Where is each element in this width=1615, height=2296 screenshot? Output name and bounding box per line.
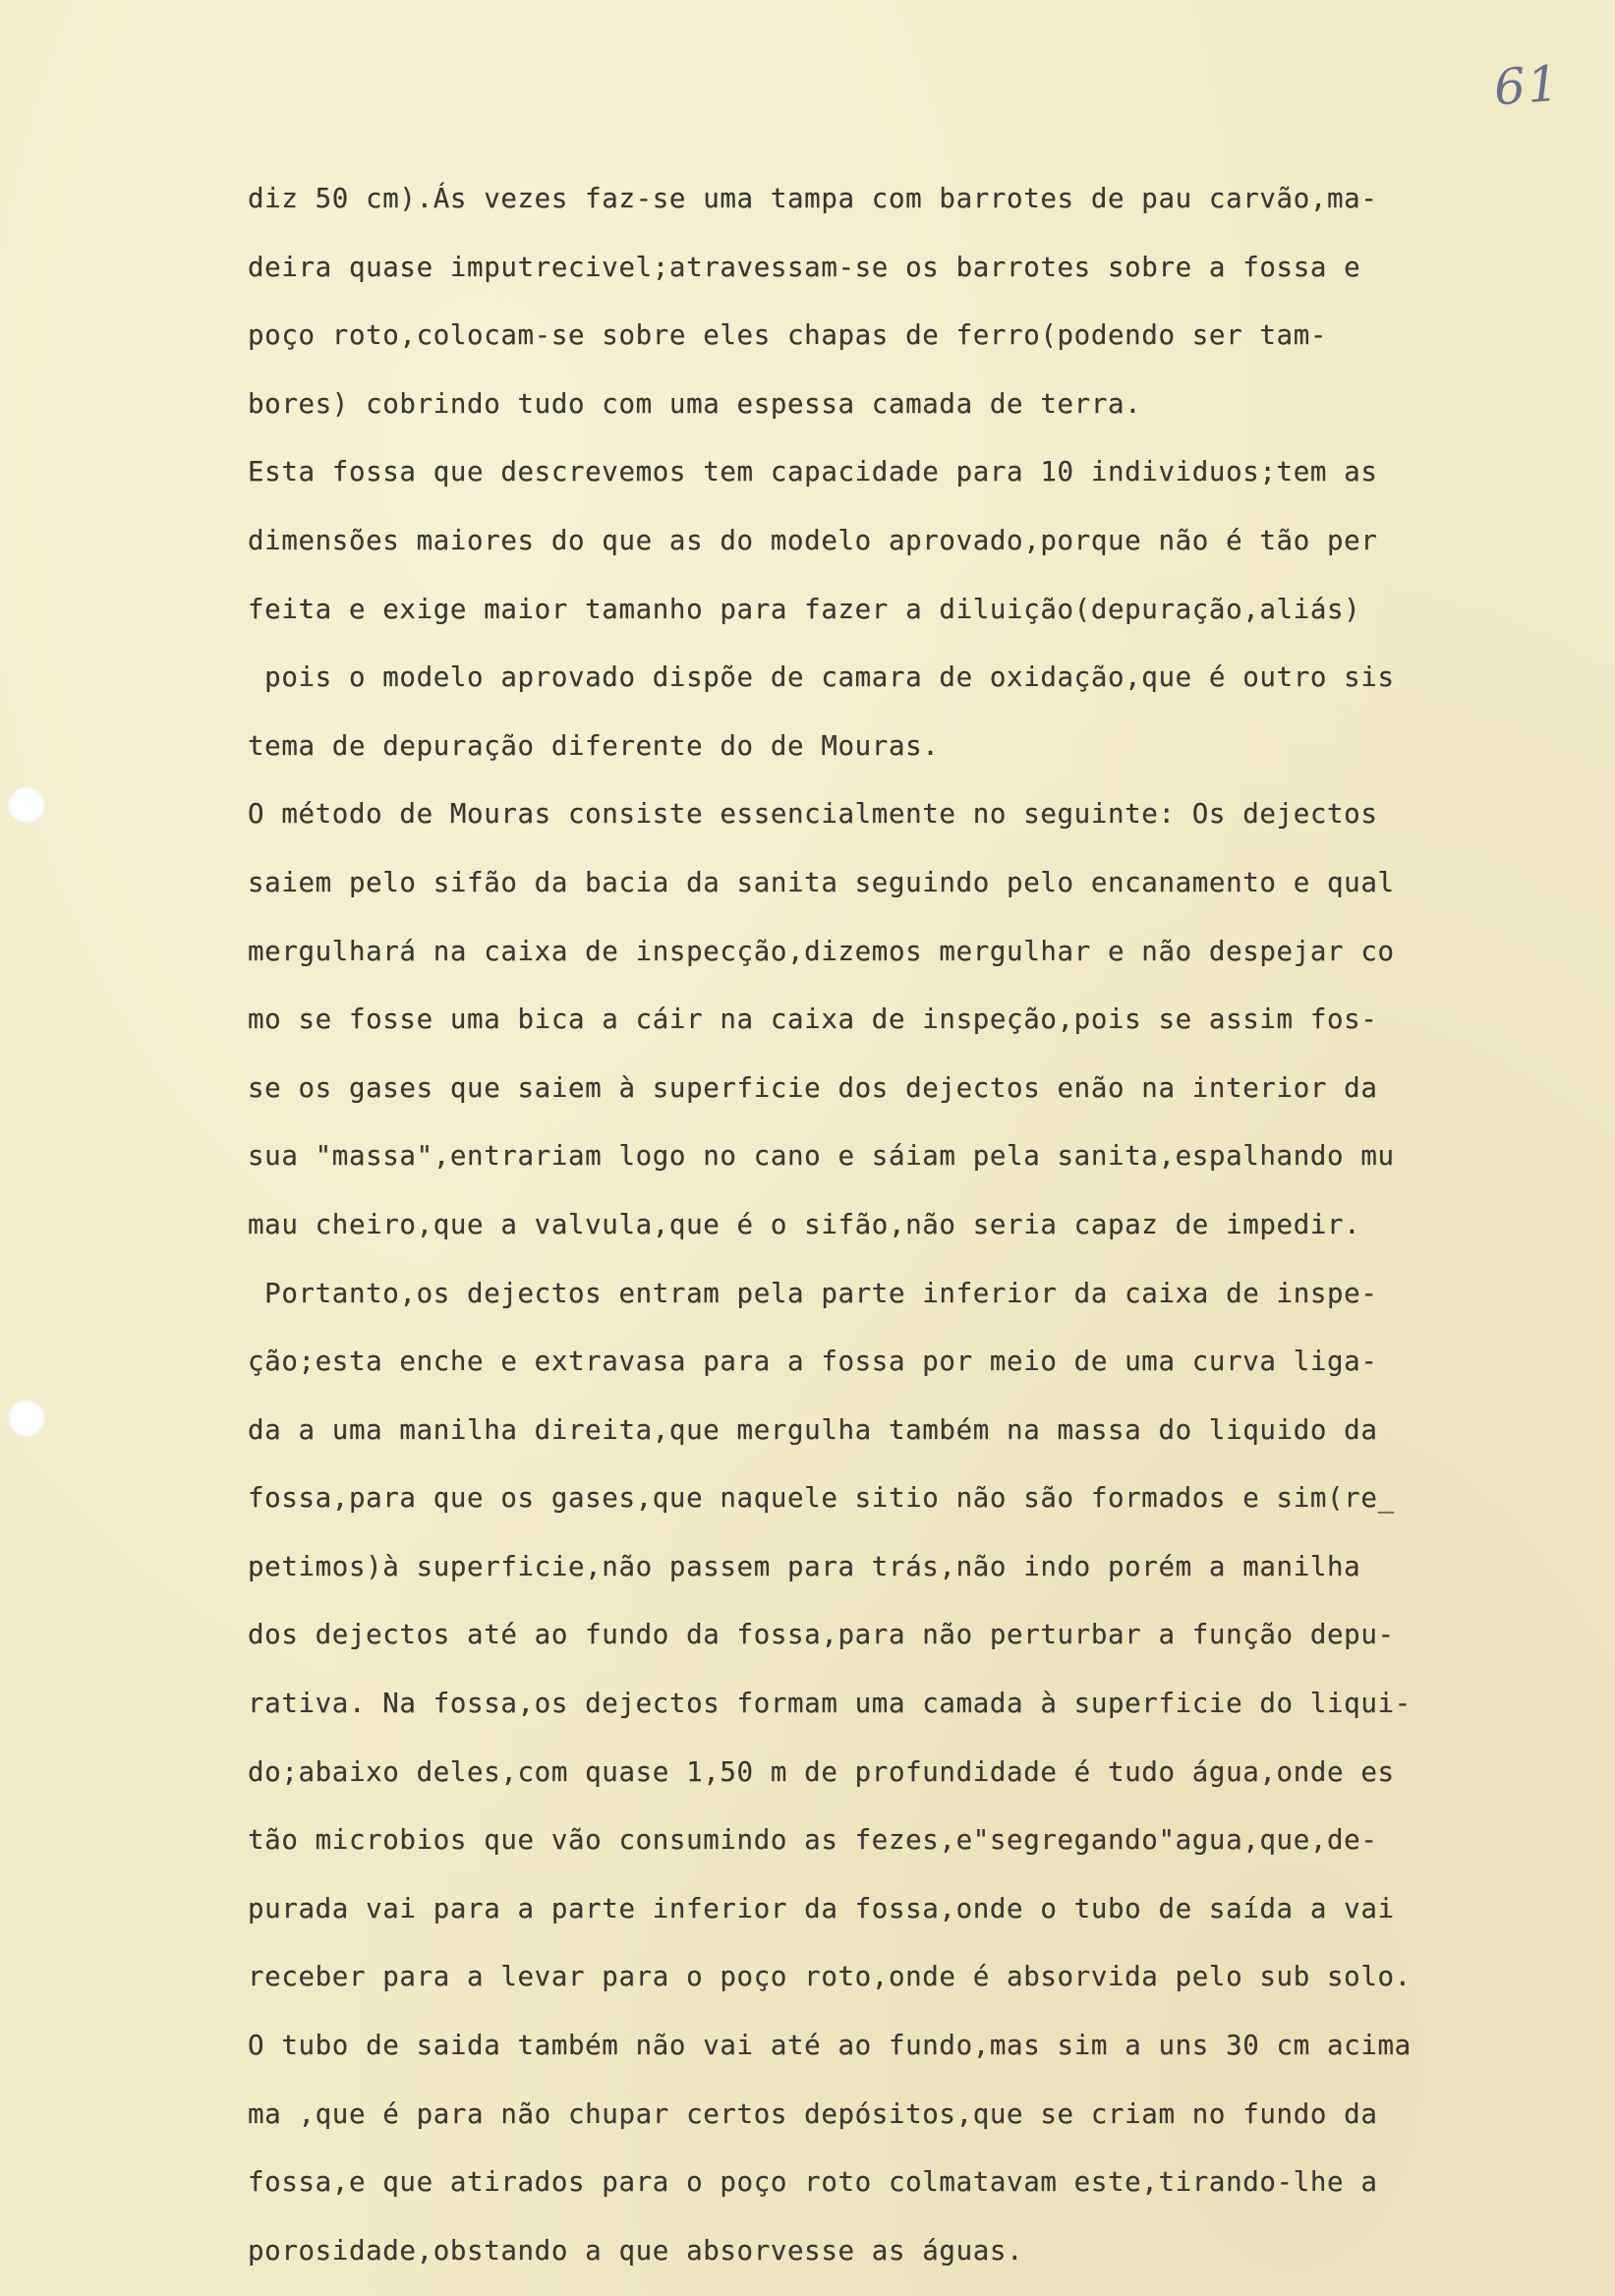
text-line: da a uma manilha direita,que mergulha também na massa do liquido da [248,1413,1378,1446]
text-line: se os gases que saiem à superficie dos dejectos enão na interior da [248,1071,1378,1104]
text-line: mergulhará na caixa de inspecção,dizemos mergulhar e não despejar co [248,935,1395,967]
text-line: mau cheiro,que a valvula,que é o sifão,não seria capaz de impedir. [248,1208,1361,1240]
punch-hole-bottom [8,1400,45,1437]
text-line: dimensões maiores do que as do modelo aprovado,porque não é tão per [248,524,1378,556]
text-line: bores) cobrindo tudo com uma espessa camada de terra. [248,387,1142,420]
text-line: do;abaixo deles,com quase 1,50 m de profundidade é tudo água,onde es [248,1755,1395,1788]
text-line: Esta fossa que descrevemos tem capacidade para 10 individuos;tem as [248,456,1378,488]
text-line: saiem pelo sifão da bacia da sanita seguindo pelo encanamento e qual [248,866,1395,898]
text-line: deira quase imputrecivel;atravessam-se os barrotes sobre a fossa e [248,251,1361,283]
text-line: porosidade,obstando a que absorvesse as águas. [248,2234,1024,2267]
text-line: poço roto,colocam-se sobre eles chapas de ferro(podendo ser tam- [248,319,1328,352]
text-line: fossa,para que os gases,que naquele sitio não são formados e sim(re_ [248,1482,1395,1515]
text-line: pois o modelo aprovado dispõe de camara de oxidação,que é outro sis [248,661,1395,694]
text-line: O tubo de saida também não vai até ao fundo,mas sim a uns 30 cm acima [248,2030,1412,2062]
text-line: dos dejectos até ao fundo da fossa,para não perturbar a função depu- [248,1619,1395,1651]
text-line: receber para a levar para o poço roto,onde é absorvida pelo sub solo. [248,1961,1412,1993]
text-line: fossa,e que atirados para o poço roto colmatavam este,tirando-lhe a [248,2166,1378,2199]
text-line: mo se fosse uma bica a cáir na caixa de inspeção,pois se assim fos- [248,1004,1378,1036]
text-line: feita e exige maior tamanho para fazer a diluição(depuração,aliás) [248,593,1361,625]
page-number: 61 [1492,54,1563,117]
text-line: rativa. Na fossa,os dejectos formam uma camada à superficie do liqui- [248,1688,1412,1720]
text-line: purada vai para a parte inferior da fossa,onde o tubo de saída a vai [248,1892,1395,1924]
text-line: ção;esta enche e extravasa para a fossa por meio de uma curva liga- [248,1346,1378,1378]
text-line: diz 50 cm).Ás vezes faz-se uma tampa com barrotes de pau carvão,ma- [248,183,1378,214]
text-line: O método de Mouras consiste essencialmente no seguinte: Os dejectos [248,798,1378,831]
text-line: petimos)à superficie,não passem para trás,não indo porém a manilha [248,1550,1361,1582]
punch-hole-top [8,786,45,824]
text-line: tema de depuração diferente do de Mouras. [248,729,940,762]
text-line: Portanto,os dejectos entram pela parte inferior da caixa de inspe- [248,1277,1378,1309]
typewritten-body [248,165,1585,2285]
text-line: sua "massa",entrariam logo no cano e sáiam pela sanita,espalhando mu [248,1140,1395,1173]
text-line: tão microbios que vão consumindo as fezes,e"segregando"agua,que,de- [248,1824,1378,1857]
text-line: ma ,que é para não chupar certos depósitos,que se criam no fundo da [248,2097,1378,2130]
